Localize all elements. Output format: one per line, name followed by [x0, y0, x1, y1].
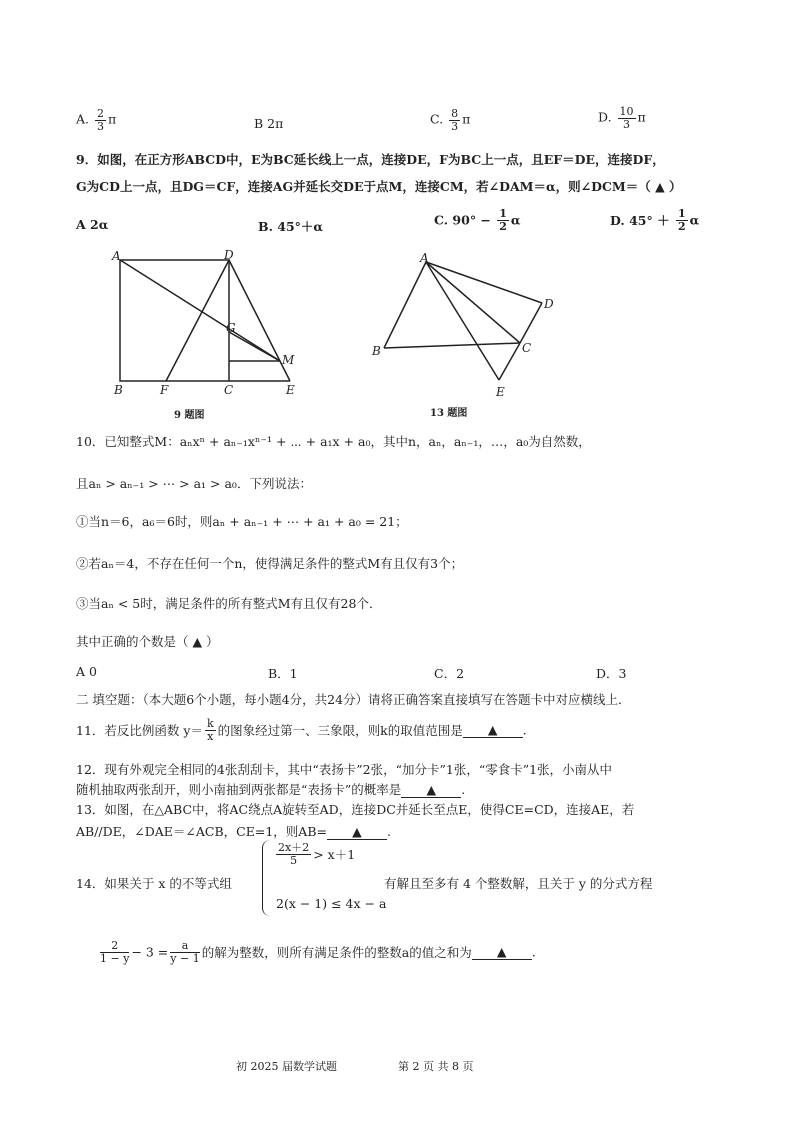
figure-13 — [364, 248, 574, 423]
q10-option-d: D．3 — [596, 666, 627, 681]
fig9-label-b: B — [114, 383, 123, 397]
q14-inequality-1: $\frac{2x+2}{5}$ > x＋1 — [278, 841, 356, 867]
section-2-heading: 二 填空题：（本大题6个小题，每小题4分，共24分）请将正确答案直接填写在答题卡中对应横线上． — [76, 692, 631, 707]
q10-item3: ③当aₙ < 5时，满足条件的所有整式M有且仅有28个． — [76, 596, 382, 611]
q8-option-a: A. $\frac{2}{3}$ π — [76, 107, 117, 133]
fig13-label-b: B — [372, 344, 381, 358]
q13-line1: 13．如图，在△ABC中，将AC绕点A旋转至AD，连接DC并延长至点E，使得CE=CD，连接AE，若 — [76, 802, 635, 817]
q14-pre: 14．如果关于 x 的不等式组 — [76, 876, 232, 891]
q9-line2: G为CD上一点，且DG＝CF，连接AG并延长交DE于点M，连接CM，若∠DAM＝α，则∠DCM＝（ ▲ ） — [76, 179, 682, 194]
fig9-caption: 9 题图 — [174, 410, 205, 421]
q10-item2: ②若aₙ＝4，不存在任何一个n，使得满足条件的整式M有且仅有3个； — [76, 556, 464, 571]
q14-brace — [262, 840, 273, 916]
q9-option-c: C. 90° − $\frac{1}{2}$ α — [434, 207, 521, 233]
q9-option-d: D. 45° ＋ $\frac{1}{2}$ α — [610, 207, 700, 233]
q14-equation: $\frac{2}{1 - y}$ − 3 = $\frac{a}{y - 1}$ 的解为整数，则所有满足条件的整数a的值之和为 ▲ . — [100, 939, 536, 965]
q8-option-b: B 2π — [254, 116, 284, 131]
fig9-label-f: F — [160, 383, 169, 397]
q13-line2: AB//DE，∠DAE＝∠ACB，CE=1，则AB= ▲ . — [76, 824, 391, 839]
q10-line1: 10．已知整式M：aₙxⁿ + aₙ₋₁xⁿ⁻¹ + ⋯ + a₁x + a₀，其中n，aₙ，aₙ₋₁，…，a₀为自然数， — [76, 434, 591, 449]
footer-title: 初 2025 届数学试题 — [236, 1060, 337, 1073]
q10-option-b: B．1 — [268, 666, 298, 681]
q10-line2: 且aₙ > aₙ₋₁ > ⋯ > a₁ > a₀．下列说法： — [76, 476, 312, 491]
q10-ask: 其中正确的个数是（ ▲ ） — [76, 634, 219, 649]
fig9-label-d: D — [224, 248, 234, 262]
q9-option-b: B. 45°＋α — [258, 219, 324, 234]
fig13-label-c: C — [522, 341, 532, 355]
fig13-label-a: A — [420, 251, 429, 265]
q14-post: 有解且至多有 4 个整数解，且关于 y 的分式方程 — [384, 876, 653, 891]
q10-item1: ①当n＝6，a₆＝6时，则aₙ + aₙ₋₁ + ⋯ + a₁ + a₀ = 21； — [76, 514, 408, 529]
q10-option-c: C．2 — [434, 666, 465, 681]
q12-line1: 12．现有外观完全相同的4张刮刮卡，其中“表扬卡”2张，“加分卡”1张，“零食卡”1张，小南从中 — [76, 762, 613, 777]
fig9-label-m: M — [282, 353, 295, 367]
fig9-label-e: E — [286, 383, 295, 397]
q12-line2: 随机抽取两张刮开，则小南抽到两张都是“表扬卡”的概率是 ▲ . — [76, 782, 466, 797]
q10-option-a: A 0 — [76, 664, 97, 679]
q8-option-c: C. $\frac{8}{3}$ π — [430, 107, 471, 133]
footer-page-number: 第 2 页 共 8 页 — [398, 1060, 474, 1073]
q11: 11．若反比例函数 y＝ $\frac{k}{x}$ 的图象经过第一、三象限，则k的取值范围是 ▲ . — [76, 717, 527, 743]
q9-option-a: A 2α — [76, 217, 109, 232]
fig9-label-c: C — [224, 383, 234, 397]
fig9-label-a: A — [112, 249, 121, 263]
fig13-caption: 13 题图 — [430, 408, 468, 419]
fig9-label-g: G — [226, 321, 236, 335]
fig13-label-d: D — [544, 297, 554, 311]
fig13-label-e: E — [496, 385, 505, 399]
q8-option-d: D. $\frac{10}{3}$ π — [598, 105, 646, 131]
figure-9 — [100, 248, 320, 423]
q14-inequality-2: 2(x − 1) ≤ 4x − a — [276, 896, 387, 911]
q9-line1: 9．如图，在正方形ABCD中，E为BC延长线上一点，连接DE，F为BC上一点，且EF＝DE，连接DF， — [76, 152, 665, 167]
